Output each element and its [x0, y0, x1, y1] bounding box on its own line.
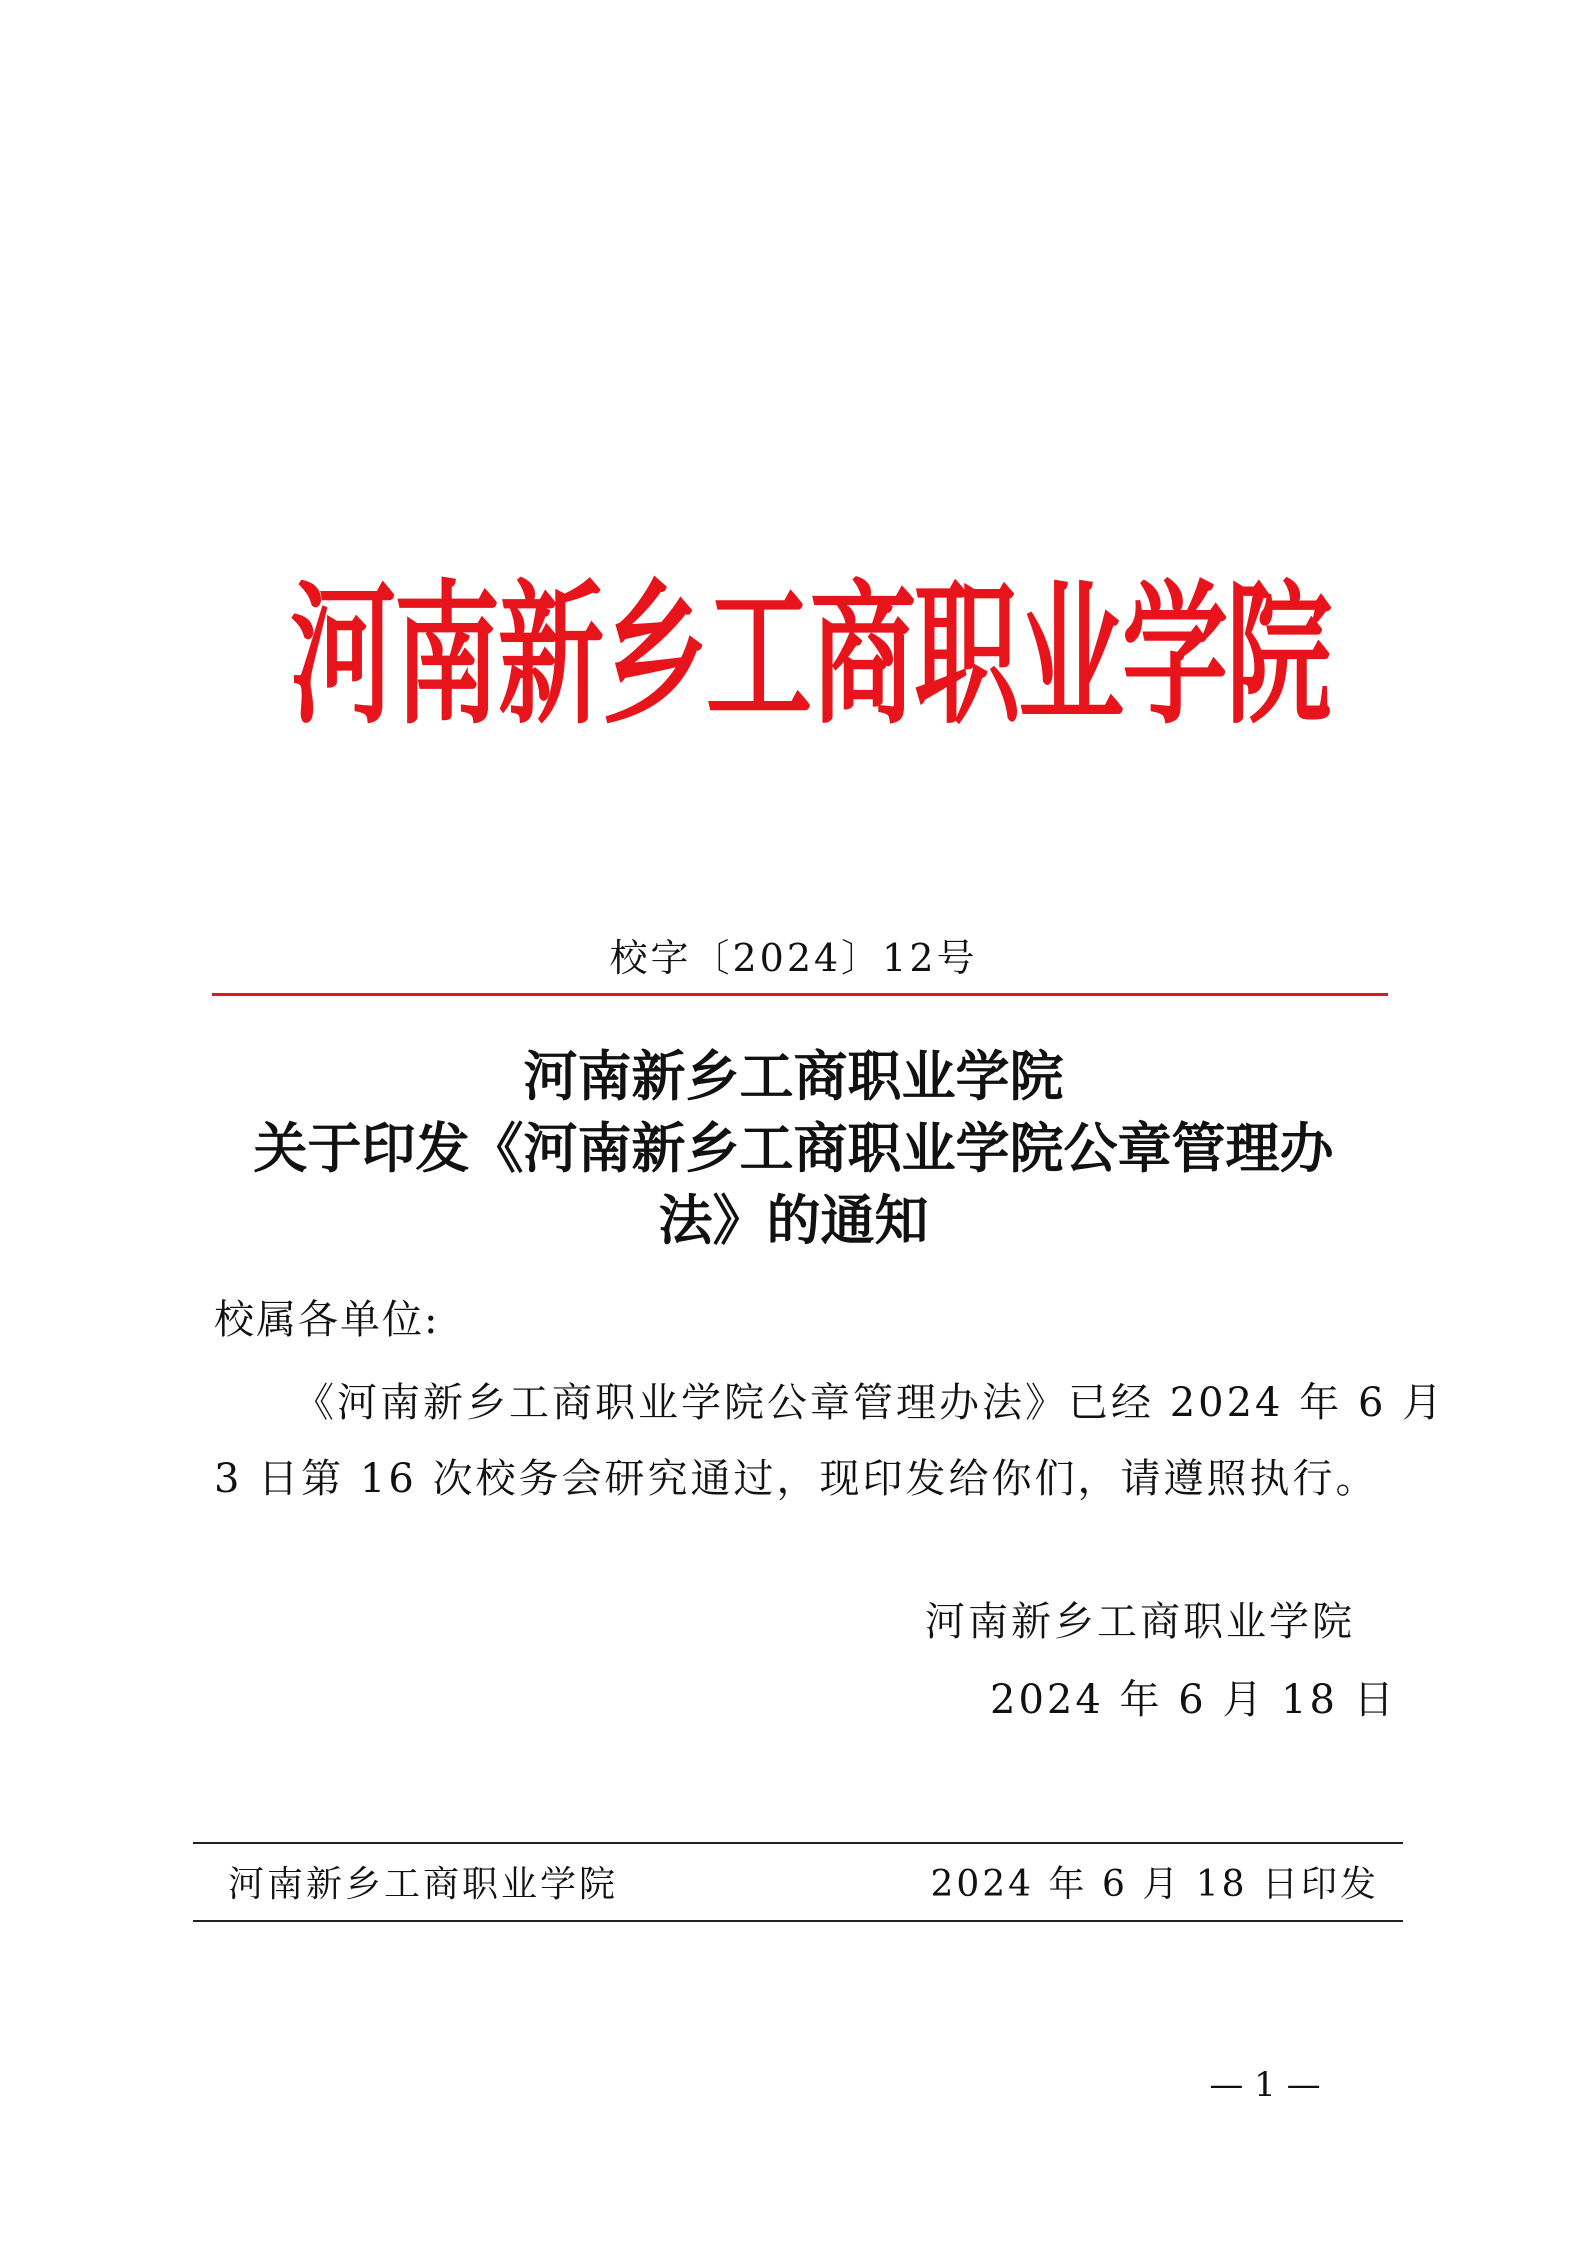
notice-title-line-3: 法》的通知 [658, 1188, 929, 1252]
body-line-1: 《河南新乡工商职业学院公章管理办法》已经 2024 年 6 月 [294, 1380, 1446, 1426]
notice-title-line-2: 关于印发《河南新乡工商职业学院公章管理办 [253, 1116, 1334, 1180]
footer-bottom-rule [193, 1920, 1403, 1922]
red-divider-line [212, 993, 1388, 996]
body-line-2: 3 日第 16 次校务会研究通过，现印发给你们，请遵照执行。 [214, 1456, 1379, 1502]
signature-organization: 河南新乡工商职业学院 [925, 1599, 1355, 1645]
footer-issuer: 河南新乡工商职业学院 [228, 1864, 619, 1905]
notice-title-line-1: 河南新乡工商职业学院 [523, 1044, 1064, 1108]
footer-top-rule [193, 1842, 1403, 1844]
signature-date: 2024 年 6 月 18 日 [990, 1677, 1397, 1723]
footer-issue-date: 2024 年 6 月 18 日印发 [930, 1864, 1379, 1905]
letterhead-title: 河南新乡工商职业学院 [290, 563, 1330, 745]
notice-title [200, 1040, 1387, 1256]
document-number: 校字〔2024〕12号 [609, 936, 978, 980]
salutation: 校属各单位: [214, 1297, 440, 1343]
page-number: — 1 — [1209, 2065, 1321, 2105]
body-paragraph [214, 1365, 1446, 1517]
